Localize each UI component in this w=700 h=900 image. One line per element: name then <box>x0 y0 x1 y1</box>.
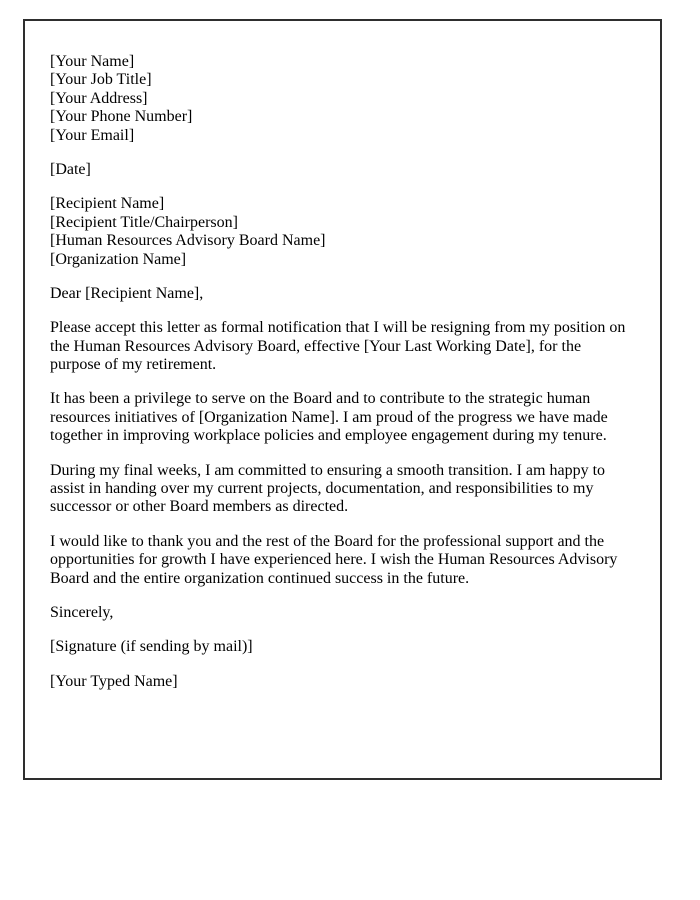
sender-job-title-line: [Your Job Title] <box>50 71 152 89</box>
typed-name-line: [Your Typed Name] <box>50 672 178 690</box>
sender-block <box>50 53 635 145</box>
body-paragraph-thanks: I would like to thank you and the rest of the Board for the professional support and the opportunities for growth I have experienced here. I wish the Human Resources Advisory Board and the entire organization continued success in the future. <box>50 532 618 587</box>
board-name-line: [Human Resources Advisory Board Name] <box>50 232 326 250</box>
body-paragraph-privilege: It has been a privilege to serve on the Board and to contribute to the strategic human resources initiatives of [Organization Name]. I am proud of the progress we have made together in improving workplace policies and employee engagement during my tenure. <box>50 390 608 445</box>
salutation: Dear [Recipient Name], <box>50 284 204 302</box>
sender-name-line: [Your Name] <box>50 53 135 70</box>
sender-email-line: [Your Email] <box>50 126 135 144</box>
recipient-block <box>50 195 635 269</box>
signature-line: [Signature (if sending by mail)] <box>50 638 253 656</box>
sender-phone-line: [Your Phone Number] <box>50 108 193 126</box>
organization-name-line: [Organization Name] <box>50 250 187 268</box>
body-paragraph-resignation: Please accept this letter as formal notification that I will be resigning from my position on the Human Resources Advisory Board, effective [Your Last Working Date], for the purpose of my retirement. <box>50 319 626 374</box>
letter-page <box>23 19 662 780</box>
recipient-title-line: [Recipient Title/Chairperson] <box>50 213 238 231</box>
closing: Sincerely, <box>50 603 114 621</box>
sender-address-line: [Your Address] <box>50 89 148 107</box>
recipient-name-line: [Recipient Name] <box>50 195 165 213</box>
body-paragraph-transition: During my final weeks, I am committed to ensuring a smooth transition. I am happy to assist in handing over my current projects, documentation, and responsibilities to my successor or other Board members as directed. <box>50 461 606 516</box>
date-line: [Date] <box>50 160 91 178</box>
